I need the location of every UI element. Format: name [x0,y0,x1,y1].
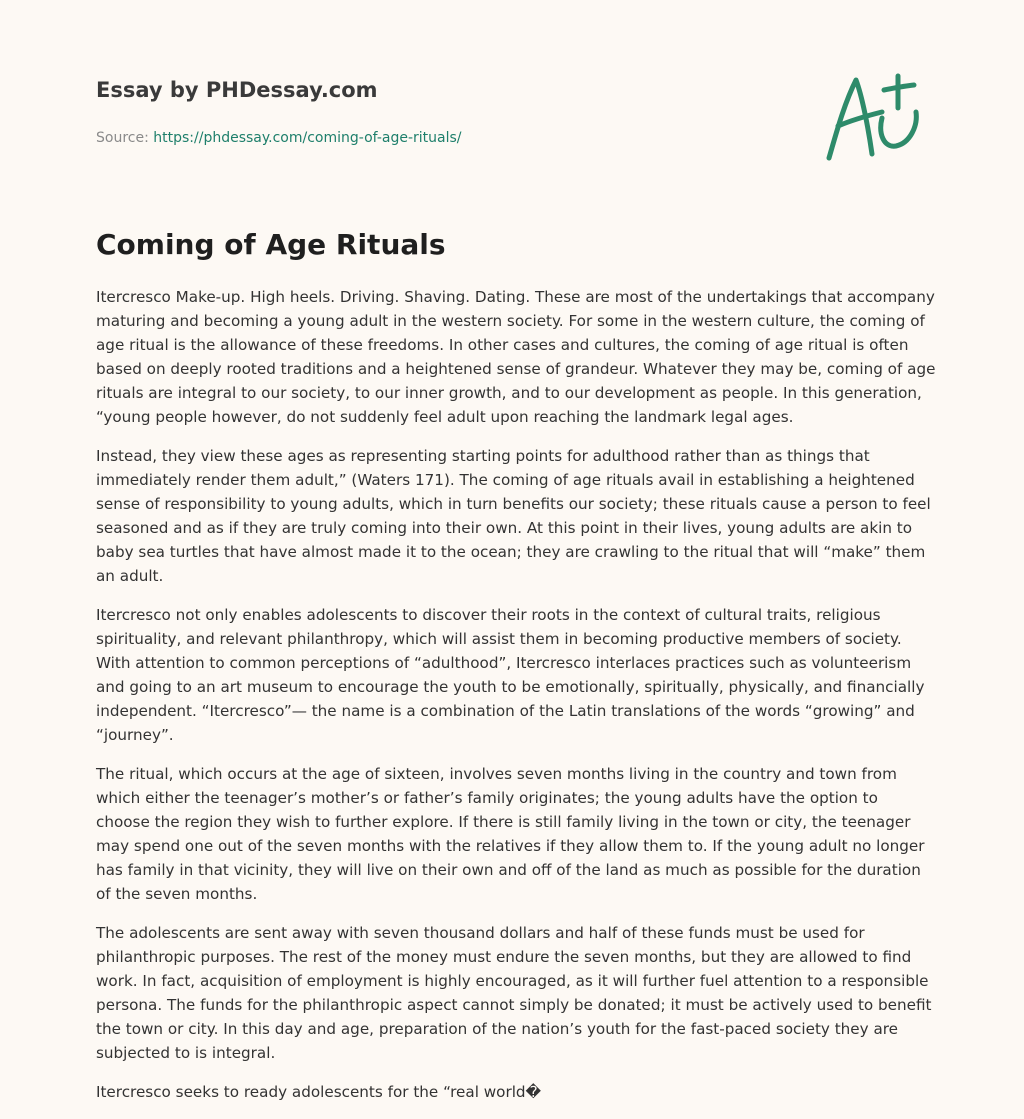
source-line [96,128,796,148]
essay-paragraph: Itercresco seeks to ready adolescents for the “real world� [96,1083,542,1101]
essay-paragraph: The adolescents are sent away with seven thousand dollars and half of these funds must be used for philanthropic purposes. The rest of the money must endure the seven months, but they are allowed to find work. In fact, acquisition of employment is highly encouraged, as it will further fuel attention to a responsible persona. The funds for the philanthropic aspect cannot simply be donated; it must be actively used to benefit the town or city. In this day and age, preparation of the nation’s youth for the fast-paced society they are subjected to is integral. [96,924,932,1062]
essay-paragraph: Itercresco not only enables adolescents to discover their roots in the context of cultural traits, religious spirituality, and relevant philanthropy, which will assist them in becoming productive members of society. With attention to common perceptions of “adulthood”, Itercresco interlaces practices such as volunteerism and going to an art museum to encourage the youth to be emotionally, spiritually, physically, and financially independent. “Itercresco”— the name is a combination of the Latin translations of the words “growing” and “journey”. [96,606,925,744]
source-label: Source: [96,130,154,146]
essay-paragraph: The ritual, which occurs at the age of sixteen, involves seven months living in the country and town from which either the teenager’s mother’s or father’s family originates; the young adults have the option to choose the region they wish to further explore. If there is still family living in the town or city, the teenager may spend one out of the seven months with the relatives if they allow them to. If the young adult no longer has family in that vicinity, they will live on their own and off of the land as much as possible for the duration of the seven months. [96,765,925,903]
essay-paragraph: Itercresco Make-up. High heels. Driving. Shaving. Dating. These are most of the undertakings that accompany maturing and becoming a young adult in the western society. For some in the western culture, the coming of age ritual is the allowance of these freedoms. In other cases and cultures, the coming of age ritual is often based on deeply rooted traditions and a heightened sense of grandeur. Whatever they may be, coming of age rituals are integral to our society, to our inner growth, and to our development as people. In this generation, “young people however, do not suddenly feel adult upon reaching the landmark legal ages. [96,288,936,426]
essay-paragraph: Instead, they view these ages as representing starting points for adulthood rather than as things that immediately render them adult,” (Waters 171). The coming of age rituals avail in establishing a heightened sense of responsibility to young adults, which in turn benefits our society; these rituals cause a person to feel seasoned and as if they are truly coming into their own. At this point in their lives, young adults are akin to baby sea turtles that have almost made it to the ocean; they are crawling to the ritual that will “make” them an adult. [96,447,931,585]
a-plus-grade-icon [822,68,930,164]
page-header [96,76,796,148]
source-link[interactable]: https://phdessay.com/coming-of-age-rituals/ [153,130,462,146]
essay-title: Coming of Age Rituals [96,228,446,261]
essay-body [96,285,936,1119]
brand-name: Essay by PHDessay.com [96,78,378,102]
